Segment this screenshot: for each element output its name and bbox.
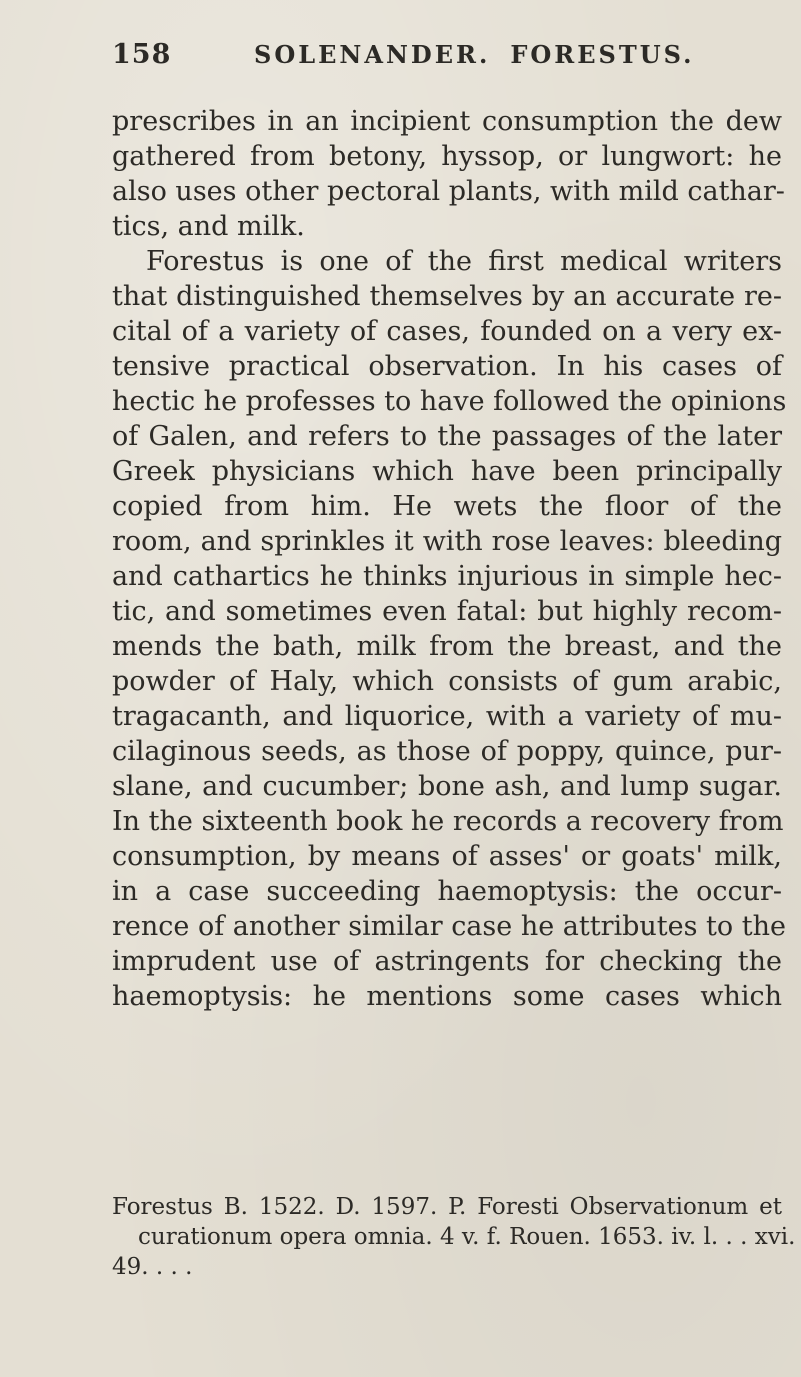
- text-line: slane, and cucumber; bone ash, and lump sugar.: [112, 771, 782, 802]
- text-line: also uses other pectoral plants, with mild cathar-: [112, 176, 785, 207]
- text-line: copied from him. He wets the floor of the: [112, 491, 782, 522]
- text-line: powder of Haly, which consists of gum arabic,: [112, 666, 782, 697]
- text-line: prescribes in an incipient consumption the dew: [112, 106, 782, 137]
- text-line: haemoptysis: he mentions some cases which: [112, 981, 782, 1012]
- text-line: of Galen, and refers to the passages of the later: [112, 421, 782, 452]
- text-line: tic, and sometimes even fatal: but highly recom-: [112, 596, 782, 627]
- text-line: in a case succeeding haemoptysis: the occur-: [112, 876, 782, 907]
- footnote-line: 49. . . .: [112, 1254, 193, 1280]
- text-line: tics, and milk.: [112, 211, 305, 242]
- page-number: 158: [112, 38, 172, 70]
- text-line: consumption, by means of asses' or goats' milk,: [112, 841, 782, 872]
- footnote: [112, 1192, 796, 1282]
- text-line: room, and sprinkles it with rose leaves: bleeding: [112, 526, 782, 557]
- text-line: tensive practical observation. In his cases of: [112, 351, 782, 382]
- running-title-left: SOLENANDER.: [254, 39, 491, 69]
- text-line: tragacanth, and liquorice, with a variety of mu-: [112, 701, 782, 732]
- text-line: gathered from betony, hyssop, or lungwort: he: [112, 141, 782, 172]
- text-line: hectic he professes to have followed the opinions: [112, 386, 787, 417]
- footnote-line: curationum opera omnia. 4 v. f. Rouen. 1653. iv. l. . . xvi.: [138, 1224, 796, 1250]
- running-title: [254, 40, 694, 69]
- text-line: Forestus is one of the first medical writers: [146, 246, 782, 277]
- running-head: [112, 34, 761, 74]
- footnote-line: Forestus B. 1522. D. 1597. P. Foresti Observationum et: [112, 1194, 782, 1220]
- text-line: cital of a variety of cases, founded on a very ex-: [112, 316, 782, 347]
- text-line: mends the bath, milk from the breast, and the: [112, 631, 782, 662]
- text-line: and cathartics he thinks injurious in simple hec-: [112, 561, 782, 592]
- main-text: [112, 104, 787, 1014]
- running-title-right: FORESTUS.: [510, 39, 695, 69]
- text-line: that distinguished themselves by an accurate re-: [112, 281, 782, 312]
- text-line: In the sixteenth book he records a recovery from: [112, 806, 784, 837]
- text-line: imprudent use of astringents for checking the: [112, 946, 782, 977]
- text-line: rence of another similar case he attributes to the: [112, 911, 786, 942]
- text-line: Greek physicians which have been principally: [112, 456, 782, 487]
- text-line: cilaginous seeds, as those of poppy, quince, pur-: [112, 736, 782, 767]
